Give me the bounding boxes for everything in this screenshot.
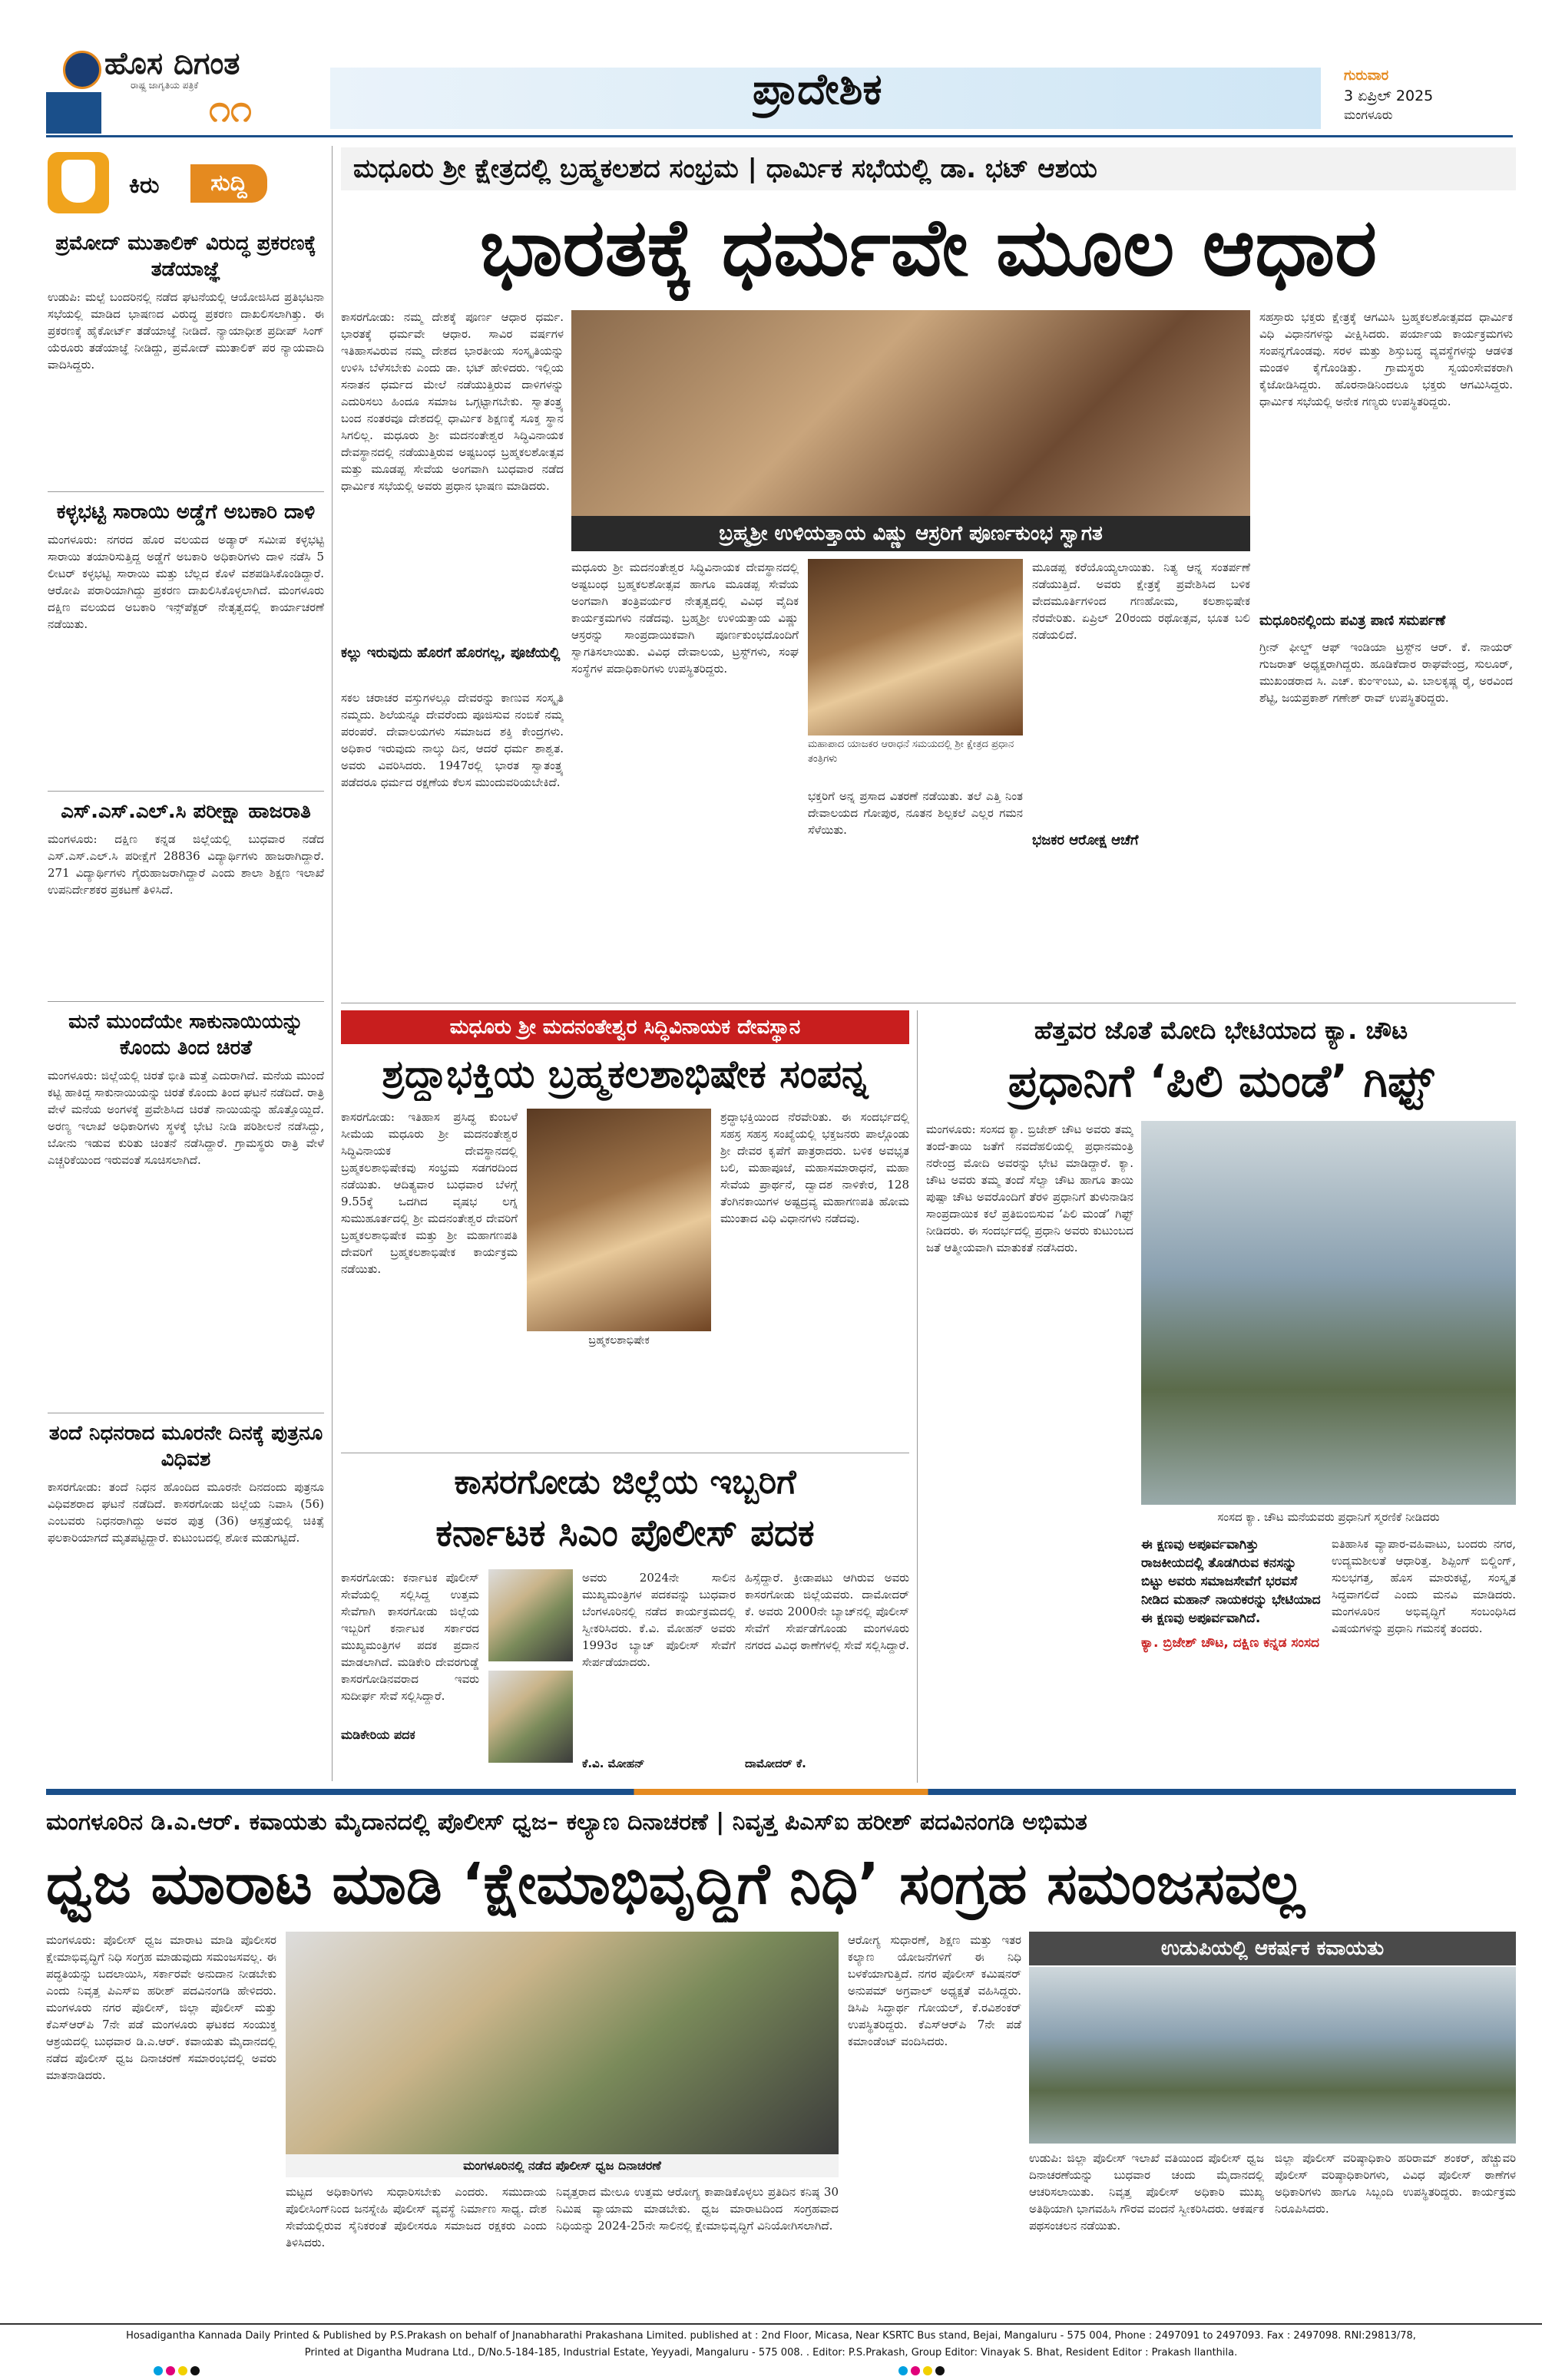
logo-text: ಹೊಸ ದಿಗಂತ [104,46,240,81]
lead-headline: ಭಾರತಕ್ಕೆ ಧರ್ಮವೇ ಮೂಲ ಆಧಾರ [479,200,1378,294]
lead-subhead-3: ಭಜಕರ ಆರೋಕ್ಷ ಆಚೆಗೆ [1032,832,1139,848]
police-portrait-2 [488,1671,573,1763]
police-portrait-1 [488,1569,573,1661]
modi-quote-box [1141,1535,1322,1781]
kiru-item-5 [48,1420,324,1781]
bottom-photo-caption: ಮಂಗಳೂರಿನಲ್ಲಿ ನಡೆದ ಪೊಲೀಸ್ ಧ್ವಜ ದಿನಾಚರಣೆ [286,2154,839,2177]
kiru-item-4 [48,1009,324,1408]
left-column-rule [332,146,333,1781]
masthead-day: ಗುರುವಾರ [1344,68,1389,84]
kiru-item-1 [48,230,324,484]
bottom-color-bar [46,1789,1516,1795]
police-headline-1: ಕಾಸರಗೋಡು ಜಿಲ್ಲೆಯ ಇಬ್ಬರಿಗೆ [454,1463,796,1502]
kiru-suddi-badge [48,150,324,217]
logo-shield-icon [63,51,101,89]
udupi-col2: ಜಿಲ್ಲಾ ಪೊಲೀಸ್ ವರಿಷ್ಠಾಧಿಕಾರಿ ಹರಿರಾಮ್ ಶಂಕರ್, ಹೆಚ್ಚುವರಿ ಪೊಲೀಸ್ ವರಿಷ್ಠಾಧಿಕಾರಿಗಳು, ವಿವಿಧ ಪೊಲೀಸ್ ಠಾಣೆಗಳ ಅಧಿಕಾರಿಗಳು ಹಾಗೂ ಸಿಬ್ಬಂದಿ ಉಪಸ್ಥಿತರಿದ್ದರು. ಕಾರ್ಯಕ್ರಮ ನಿರೂಪಿಸಿದರು. [1275,2151,1516,2216]
modi-quote: ಈ ಕ್ಷಣವು ಅಪೂರ್ವವಾಗಿತ್ತು ರಾಜಕೀಯದಲ್ಲಿ ತೊಡಗಿರುವ ಕನಸನ್ನು ಬಿಟ್ಟು ಅವರು ಸಮಾಜಸೇವೆಗೆ ಭರವಸೆ ನೀಡಿದ ಮಹಾನ್ ನಾಯಕರನ್ನು ಭೇಟಿಯಾದ ಈ ಕ್ಷಣವು ಅಪೂರ್ವವಾಗಿದೆ. [1141,1537,1321,1626]
bottom-col2: ಮಟ್ಟದ ಅಧಿಕಾರಿಗಳು ಸುಧಾರಿಸಬೇಕು ಎಂದರು. ಸಮುದಾಯ ಪೊಲೀಸಿಂಗ್‌ನಿಂದ ಜನಸ್ನೇಹಿ ಪೊಲೀಸ್ ವ್ಯವಸ್ಥೆ ನಿರ್ಮಾಣ ಸಾಧ್ಯ. ದೇಶ ಸೇವೆಯಲ್ಲಿರುವ ಸೈನಿಕರಂತೆ ಪೊಲೀಸರೂ ಸಮಾಜದ ರಕ್ಷಕರು ಎಂದು ತಿಳಿಸಿದರು. [286,2185,547,2249]
lead-col1b: ಸಕಲ ಚರಾಚರ ವಸ್ತುಗಳಲ್ಲೂ ದೇವರನ್ನು ಕಾಣುವ ಸಂಸ್ಕೃತಿ ನಮ್ಮದು. ಶಿಲೆಯನ್ನೂ ದೇವರೆಂದು ಪೂಜಿಸುವ ನಂಬಿಕೆ ನಮ್ಮ ಪರಂಪರೆ. ದೇವಾಲಯಗಳು ಸಮಾಜದ ಶಕ್ತಿ ಕೇಂದ್ರಗಳು. ಅಧಿಕಾರ ಇರುವುದು ನಾಲ್ಕು ದಿನ, ಆದರೆ ಧರ್ಮ ಶಾಶ್ವತ. ಅವರು ವಿವರಿಸಿದರು. 1947ರಲ್ಲಿ ಭಾರತ ಸ್ವಾತಂತ್ರ್ಯ ಪಡೆದರೂ ಧರ್ಮದ ರಕ್ಷಣೆಯ ಕೆಲಸ ಮುಂದುವರಿಯಬೇಕಿದೆ. [341,691,564,789]
bottom-kicker: ಮಂಗಳೂರಿನ ಡಿ.ಎ.ಆರ್. ಕವಾಯತು ಮೈದಾನದಲ್ಲಿ ಪೊಲೀಸ್ ಧ್ವಜ– ಕಲ್ಯಾಣ ದಿನಾಚರಣೆ | ನಿವೃತ್ತ ಪಿಎಸ್ಐ ಹರೀಶ್ ಪದವಿನಂಗಡಿ ಅಭಿಮತ [46,1809,1087,1836]
police-col3: ಹಿಸ್ಸೆದ್ದಾರೆ. ಕ್ರೀಡಾಪಟು ಆಗಿರುವ ಅವರು ಕಾಸರಗೋಡು ಜಿಲ್ಲೆಯವರು. ದಾಮೋದರ್ ಕೆ. ಅವರು 2000ನೇ ಬ್ಯಾಚ್‌ನಲ್ಲಿ ಪೊಲೀಸ್ ಸೇವೆಗೆ ಸೇರ್ಪಡೆಗೊಂಡು ಮಂಗಳೂರು ನಗರದ ವಿವಿಧ ಠಾಣೆಗಳಲ್ಲಿ ಸೇವೆ ಸಲ್ಲಿಸಿದ್ದಾರೆ. [745,1571,909,1652]
mid-vertical-rule [917,1010,918,1783]
police-col1: ಕಾಸರಗೋಡು: ಕರ್ನಾಟಕ ಪೊಲೀಸ್ ಸೇವೆಯಲ್ಲಿ ಸಲ್ಲಿಸಿದ್ದ ಉತ್ತಮ ಸೇವೆಗಾಗಿ ಕಾಸರಗೋಡು ಜಿಲ್ಲೆಯ ಇಬ್ಬರಿಗೆ ಕರ್ನಾಟಕ ಸರ್ಕಾರದ ಮುಖ್ಯಮಂತ್ರಿಗಳ ಪದಕ ಪ್ರದಾನ ಮಾಡಲಾಗಿದೆ. ಮಡಿಕೇರಿ ದೇವರಗುಡ್ಡೆ ಕಾಸರಗೋಡಿನವರಾದ ಇವರು ಸುದೀರ್ಘ ಸೇವೆ ಸಲ್ಲಿಸಿದ್ದಾರೆ. [341,1571,479,1703]
kiru-label: ಕಿರು [129,172,160,199]
brahma-col2: ಶ್ರದ್ಧಾಭಕ್ತಿಯಿಂದ ನೆರವೇರಿತು. ಈ ಸಂದರ್ಭದಲ್ಲಿ ಸಹಸ್ರ ಸಹಸ್ರ ಸಂಖ್ಯೆಯಲ್ಲಿ ಭಕ್ತಜನರು ಪಾಲ್ಗೊಂಡು ಶ್ರೀ ದೇವರ ಕೃಪೆಗೆ ಪಾತ್ರರಾದರು. ಬಳಿಕ ಅವಭೃತ ಬಲಿ, ಮಹಾಪೂಜೆ, ಮಹಾಸಮಾರಾಧನೆ, ಮಹಾ ಸೇವೆಯ ಪ್ರಾರ್ಥನೆ, ದ್ವಾದಶ ನಾಳಿಕೇರ, 128 ತೆಂಗಿನಕಾಯಿಗಳ ಅಷ್ಟದ್ರವ್ಯ ಮಹಾಗಣಪತಿ ಹೋಮ ಮುಂತಾದ ವಿಧಿ ವಿಧಾನಗಳು ನಡೆದವು. [720,1110,909,1225]
lead-photo-caption: ಬ್ರಹ್ಮಶ್ರೀ ಉಳಿಯತ್ತಾಯ ವಿಷ್ಣು ಆಸ್ರರಿಗೆ ಪೂರ್ಣಕುಂಭ ಸ್ವಾಗತ [571,516,1250,551]
modi-photo [1141,1121,1516,1505]
masthead-logo [46,45,323,92]
kiru-item-2 [48,499,324,783]
police-name-1: ಕೆ.ವಿ. ಮೋಹನ್ [582,1757,645,1770]
lead-kicker: ಮಧೂರು ಶ್ರೀ ಕ್ಷೇತ್ರದಲ್ಲಿ ಬ್ರಹ್ಮಕಲಶದ ಸಂಭ್ರಮ | ಧಾರ್ಮಿಕ ಸಭೆಯಲ್ಲಿ ಡಾ. ಭಟ್ ಆಶಯ [341,147,1516,190]
masthead-city: ಮಂಗಳೂರು [1344,107,1393,122]
kiru-item-3 [48,798,324,998]
police-name-2: ದಾಮೋದರ್ ಕೆ. [745,1757,806,1770]
udupi-label: ಉಡುಪಿಯಲ್ಲಿ ಆಕರ್ಷಕ ಕವಾಯತು [1029,1932,1516,1965]
bottom-col1: ಮಂಗಳೂರು: ಪೊಲೀಸ್ ಧ್ವಜ ಮಾರಾಟ ಮಾಡಿ ಪೊಲೀಸರ ಕ್ಷೇಮಾಭಿವೃದ್ಧಿಗೆ ನಿಧಿ ಸಂಗ್ರಹ ಮಾಡುವುದು ಸಮಂಜಸವಲ್ಲ. ಈ ಪದ್ಧತಿಯನ್ನು ಬದಲಾಯಿಸಿ, ಸರ್ಕಾರವೇ ಅನುದಾನ ನೀಡಬೇಕು ಎಂದು ನಿವೃತ್ತ ಪಿಎಸ್ಐ ಹರೀಶ್ ಪದವಿನಂಗಡಿ ಹೇಳಿದರು. ಮಂಗಳೂರು ನಗರ ಪೊಲೀಸ್, ಜಿಲ್ಲಾ ಪೊಲೀಸ್ ಮತ್ತು ಕೆಎಸ್‌ಆರ್‌ಪಿ 7ನೇ ಪಡೆ ಮಂಗಳೂರು ಘಟಕದ ಸಂಯುಕ್ತ ಆಶ್ರಯದಲ್ಲಿ ಬುಧವಾರ ಡಿ.ಎ.ಆರ್. ಕವಾಯತು ಮೈದಾನದಲ್ಲಿ ನಡೆದ ಪೊಲೀಸ್ ಧ್ವಜ ದಿನಾಚರಣೆ ಸಮಾರಂಭದಲ್ಲಿ ಅವರು ಮಾತನಾಡಿದರು. [46,1933,276,2082]
lead-col1: ಕಾಸರಗೋಡು: ನಮ್ಮ ದೇಶಕ್ಕೆ ಪೂರ್ಣ ಆಧಾರ ಧರ್ಮ. ಭಾರತಕ್ಕೆ ಧರ್ಮವೇ ಆಧಾರ. ಸಾವಿರ ವರ್ಷಗಳ ಇತಿಹಾಸವಿರುವ ನಮ್ಮ ದೇಶದ ಭಾರತೀಯ ಸಂಸ್ಕೃತಿಯನ್ನು ಉಳಿಸಿ ಬೆಳೆಸಬೇಕು ಎಂದು ಡಾ. ಭಟ್ ಹೇಳಿದರು. ಇಲ್ಲಿಯ ಸನಾತನ ಧರ್ಮದ ಮೇಲೆ ನಡೆಯುತ್ತಿರುವ ದಾಳಿಗಳನ್ನು ಎದುರಿಸಲು ಹಿಂದೂ ಸಮಾಜ ಒಗ್ಗಟ್ಟಾಗಬೇಕು. ಸ್ವಾತಂತ್ರ್ಯ ಬಂದ ನಂತರವೂ ದೇಶದಲ್ಲಿ ಧಾರ್ಮಿಕ ಶಿಕ್ಷಣಕ್ಕೆ ಸೂಕ್ತ ಸ್ಥಾನ ಸಿಗಲಿಲ್ಲ. ಮಧೂರು ಶ್ರೀ ಮದನಂತೇಶ್ವರ ಸಿದ್ಧಿವಿನಾಯಕ ದೇವಸ್ಥಾನದಲ್ಲಿ ನಡೆಯುತ್ತಿರುವ ಅಷ್ಟಬಂಧ ಬ್ರಹ್ಮಕಲಶೋತ್ಸವ ಮತ್ತು ಮೂಡಪ್ಪ ಸೇವೆಯ ಅಂಗವಾಗಿ ಬುಧವಾರ ನಡೆದ ಧಾರ್ಮಿಕ ಸಭೆಯಲ್ಲಿ ಅವರು ಪ್ರಧಾನ ಭಾಷಣ ಮಾಡಿದರು. [341,310,564,493]
kiru-item-5-headline: ತಂದೆ ನಿಧನರಾದ ಮೂರನೇ ದಿನಕ್ಕೆ ಪುತ್ರನೂ ವಿಧಿವಶ [48,1422,323,1471]
footer-rule [0,2323,1542,2325]
lead-inset-photo [808,559,1023,735]
lead-col3: ಸಹಸ್ರಾರು ಭಕ್ತರು ಕ್ಷೇತ್ರಕ್ಕೆ ಆಗಮಿಸಿ ಬ್ರಹ್ಮಕಲಶೋತ್ಸವದ ಧಾರ್ಮಿಕ ವಿಧಿ ವಿಧಾನಗಳನ್ನು ವೀಕ್ಷಿಸಿದರು. ಪರ್ಯಾಯ ಕಾರ್ಯಕ್ರಮಗಳು ಸಂಪನ್ನಗೊಂಡವು. ಸರಳ ಮತ್ತು ಶಿಸ್ತುಬದ್ಧ ವ್ಯವಸ್ಥೆಗಳನ್ನು ಆಡಳಿತ ಮಂಡಳಿ ಕೈಗೊಂಡಿತ್ತು. ಗ್ರಾಮಸ್ಥರು ಸ್ವಯಂಸೇವಕರಾಗಿ ಕೈಜೋಡಿಸಿದ್ದರು. ಹೊರನಾಡಿನಿಂದಲೂ ಭಕ್ತರು ಆಗಮಿಸಿದ್ದರು. ಧಾರ್ಮಿಕ ಸಭೆಯಲ್ಲಿ ಅನೇಕ ಗಣ್ಯರು ಉಪಸ್ಥಿತರಿದ್ದರು. [1259,310,1513,408]
modi-col2: ಐತಿಹಾಸಿಕ ವ್ಯಾಪಾರ-ವಹಿವಾಟು, ಬಂದರು ನಗರ, ಉದ್ಯಮಶೀಲತೆ ಆಧಾರಿತ್ತ. ಶಿಪ್ಪಿಂಗ್ ಬಿಲ್ಡಿಂಗ್, ಸುಲಭಗತ್ತ, ಹೊಸ ಮಾರುಕಟ್ಟೆ, ಸಂಸ್ಕೃತ ಸಿದ್ಧವಾಗಲಿದೆ ಎಂದು ಮನವಿ ಮಾಡಿದರು. ಮಂಗಳೂರಿನ ಅಭಿವೃದ್ಧಿಗೆ ಸಂಬಂಧಿಸಿದ ವಿಷಯಗಳನ್ನು ಪ್ರಧಾನಿ ಗಮನಕ್ಕೆ ತಂದರು. [1332,1537,1516,1635]
modi-quote-by: ಕ್ಯಾ. ಬ್ರಿಜೇಶ್ ಚೌಟ, ದಕ್ಷಿಣ ಕನ್ನಡ ಸಂಸದ [1141,1635,1319,1651]
kiru-divider-2 [48,791,324,792]
brahma-photo-caption: ಬ್ರಹ್ಮಕಲಶಾಭಿಷೇಕ [588,1334,650,1347]
kiru-item-5-body: ಕಾಸರಗೋಡು: ತಂದೆ ನಿಧನ ಹೊಂದಿದ ಮೂರನೇ ದಿನದಂದು ಪುತ್ರನೂ ವಿಧಿವಶರಾದ ಘಟನೆ ನಡೆದಿದೆ. ಕಾಸರಗೋಡು ಜಿಲ್ಲೆಯ ನಿವಾಸಿ (56) ಎಂಬವರು ನಿಧನರಾಗಿದ್ದು ಅವರ ಪುತ್ರ (36) ಆಸ್ಪತ್ರೆಯಲ್ಲಿ ಚಿಕಿತ್ಸೆ ಫಲಕಾರಿಯಾಗದೆ ಮೃತಪಟ್ಟಿದ್ದಾರೆ. ಕುಟುಂಬದಲ್ಲಿ ಶೋಕ ಮಡುಗಟ್ಟಿದೆ. [48,1480,324,1545]
kiru-item-2-body: ಮಂಗಳೂರು: ನಗರದ ಹೊರ ವಲಯದ ಅಡ್ಯಾರ್ ಸಮೀಪ ಕಳ್ಳಭಟ್ಟಿ ಸಾರಾಯಿ ತಯಾರಿಸುತ್ತಿದ್ದ ಅಡ್ಡೆಗೆ ಅಬಕಾರಿ ಅಧಿಕಾರಿಗಳು ದಾಳಿ ನಡೆಸಿ 5 ಲೀಟರ್ ಕಳ್ಳಭಟ್ಟಿ ಸಾರಾಯಿ ಮತ್ತು ಬೆಲ್ಲದ ಕೊಳೆ ವಶಪಡಿಸಿಕೊಂಡಿದ್ದಾರೆ. ಆರೋಪಿ ಪರಾರಿಯಾಗಿದ್ದು ಪ್ರಕರಣ ದಾಖಲಿಸಿಕೊಳ್ಳಲಾಗಿದೆ. ಮಂಗಳೂರು ದಕ್ಷಿಣ ವಲಯದ ಅಬಕಾರಿ ಇನ್ಸ್‌ಪೆಕ್ಟರ್ ನೇತೃತ್ವದಲ್ಲಿ ಕಾರ್ಯಾಚರಣೆ ನಡೆಯಿತು. [48,533,324,631]
kiru-item-3-headline: ಎಸ್.ಎಸ್.ಎಲ್.ಸಿ ಪರೀಕ್ಷಾ ಹಾಜರಾತಿ [61,800,311,823]
kiru-divider-1 [48,491,324,492]
modi-headline: ಪ್ರಧಾನಿಗೆ ‘ಪಿಲಿ ಮಂಡೆ’ ಗಿಫ್ಟ್ [1008,1055,1434,1107]
modi-kicker: ಹೆತ್ತವರ ಜೊತೆ ಮೋದಿ ಭೇಟಿಯಾದ ಕ್ಯಾ. ಚೌಟ [1034,1016,1408,1045]
police-col2: ಅವರು 2024ನೇ ಸಾಲಿನ ಮುಖ್ಯಮಂತ್ರಿಗಳ ಪದಕವನ್ನು ಬುಧವಾರ ಬೆಂಗಳೂರಿನಲ್ಲಿ ನಡೆದ ಕಾರ್ಯಕ್ರಮದಲ್ಲಿ ಸ್ವೀಕರಿಸಿದರು. ಕೆ.ವಿ. ಮೋಹನ್ ಅವರು 1993ರ ಬ್ಯಾಚ್ ಪೊಲೀಸ್ ಸೇವೆಗೆ ಸೇರ್ಪಡೆಯಾದರು. [582,1571,736,1669]
footer-line-1: Hosadigantha Kannada Daily Printed & Published by P.S.Prakash on behalf of Jnanabharathi Prakashana Limited. published at : 2nd Floor, Micasa, Near KSRTC Bus stand, Bejai, Mangaluru - 575 004, Phone : 2497091 to 2497093. Fax : 2497098. RNI:29813/78, [126,2330,1416,2342]
kiru-item-1-body: ಉಡುಪಿ: ಮಲ್ಪೆ ಬಂದರಿನಲ್ಲಿ ನಡೆದ ಘಟನೆಯಲ್ಲಿ ಆಯೋಜಿಸಿದ ಪ್ರತಿಭಟನಾ ಸಭೆಯಲ್ಲಿ ಮಾಡಿದ ಭಾಷಣದ ವಿರುದ್ಧ ಪ್ರಕರಣ ದಾಖಲಿಸಲಾಗಿತ್ತು. ಈ ಪ್ರಕರಣಕ್ಕೆ ಹೈಕೋರ್ಟ್ ತಡೆಯಾಜ್ಞೆ ನೀಡಿದೆ. ನ್ಯಾಯಾಧೀಶ ಪ್ರದೀಪ್ ಸಿಂಗ್ ಯೆರೂರು ತಡೆಯಾಜ್ಞೆ ನೀಡಿದ್ದು, ಪ್ರಮೋದ್ ಮುತಾಲಿಕ್ ಪರ ನ್ಯಾಯವಾದಿ ವಾದಿಸಿದ್ದರು. [48,290,324,372]
hand-glyph [61,160,95,203]
lead-subhead-2: ಮಧೂರಿನಲ್ಲಿಂದು ಪವಿತ್ರ ಪಾಣಿ ಸಮರ್ಪಣೆ [1259,613,1446,629]
kiru-item-2-headline: ಕಳ್ಳಭಟ್ಟಿ ಸಾರಾಯಿ ಅಡ್ಡೆಗೆ ಅಬಕಾರಿ ದಾಳಿ [56,501,316,524]
kiru-item-4-headline: ಮನೆ ಮುಂದೆಯೇ ಸಾಕುನಾಯಿಯನ್ನು ಕೊಂದು ತಿಂದ ಚಿರತೆ [68,1010,303,1059]
bottom-photo [286,1932,839,2154]
kiru-item-4-body: ಮಂಗಳೂರು: ಜಿಲ್ಲೆಯಲ್ಲಿ ಚಿರತೆ ಭೀತಿ ಮತ್ತೆ ಎದುರಾಗಿದೆ. ಮನೆಯ ಮುಂದೆ ಕಟ್ಟಿ ಹಾಕಿದ್ದ ಸಾಕುನಾಯಿಯನ್ನು ಚಿರತೆ ಕೊಂದು ತಿಂದ ಘಟನೆ ನಡೆದಿದೆ. ರಾತ್ರಿ ವೇಳೆ ಮನೆಯ ಅಂಗಳಕ್ಕೆ ಪ್ರವೇಶಿಸಿದ ಚಿರತೆ ನಾಯಿಯನ್ನು ಹೊತ್ತೊಯ್ದಿದೆ. ಅರಣ್ಯ ಇಲಾಖೆ ಅಧಿಕಾರಿಗಳು ಸ್ಥಳಕ್ಕೆ ಭೇಟಿ ನೀಡಿ ಪರಿಶೀಲನೆ ನಡೆಸಿದ್ದು, ಬೋನು ಇಡುವ ಕುರಿತು ಚಿಂತನೆ ನಡೆಸಿದ್ದಾರೆ. ಗ್ರಾಮಸ್ಥರು ರಾತ್ರಿ ವೇಳೆ ಎಚ್ಚರಿಕೆಯಿಂದ ಇರುವಂತೆ ಸೂಚಿಸಲಾಗಿದೆ. [48,1069,324,1167]
brahma-kicker: ಮಧೂರು ಶ್ರೀ ಮದನಂತೇಶ್ವರ ಸಿದ್ಧಿವಿನಾಯಕ ದೇವಸ್ಥಾನ [341,1010,909,1044]
udupi-col1: ಉಡುಪಿ: ಜಿಲ್ಲಾ ಪೊಲೀಸ್ ಇಲಾಖೆ ವತಿಯಿಂದ ಪೊಲೀಸ್ ಧ್ವಜ ದಿನಾಚರಣೆಯನ್ನು ಬುಧವಾರ ಚಂದು ಮೈದಾನದಲ್ಲಿ ಆಚರಿಸಲಾಯಿತು. ನಿವೃತ್ತ ಪೊಲೀಸ್ ಅಧಿಕಾರಿ ಮುಖ್ಯ ಅತಿಥಿಯಾಗಿ ಭಾಗವಹಿಸಿ ಗೌರವ ವಂದನೆ ಸ್ವೀಕರಿಸಿದರು. ಆಕರ್ಷಕ ಪಥಸಂಚಲನ ನಡೆಯಿತು. [1029,2151,1264,2233]
lead-subhead-1: ಕಲ್ಲು ಇರುವುದು ಹೊರಗೆ ಹೊರಗಲ್ಲ, ಪೂಜೆಯಲ್ಲಿ [341,645,561,661]
lead-col-mid-a: ಮೂಡಪ್ಪ ಕರೆಯೊಯ್ಯಲಾಯಿತು. ನಿತ್ಯ ಆನ್ನ ಸಂತರ್ಪಣೆ ನಡೆಯುತ್ತಿದೆ. ಅವರು ಕ್ಷೇತ್ರಕ್ಕೆ ಪ್ರವೇಶಿಸಿದ ಬಳಿಕ ವೇದಮೂರ್ತಿಗಳಿಂದ ಗಣಹೋಮ, ಕಲಶಾಭಿಷೇಕ ನೆರವೇರಿತು. ಏಪ್ರಿಲ್ 20ರಂದು ರಥೋತ್ಸವ, ಭೂತ ಬಲಿ ನಡೆಯಲಿದೆ. [1032,560,1250,642]
modi-photo-caption: ಸಂಸದ ಕ್ಯಾ. ಚೌಟ ಮನೆಯವರು ಪ್ರಧಾನಿಗೆ ಸ್ಮರಣಿಕೆ ನೀಡಿದರು [1217,1510,1440,1524]
bottom-headline: ಧ್ವಜ ಮಾರಾಟ ಮಾಡಿ ‘ಕ್ಷೇಮಾಭಿವೃದ್ಧಿಗೆ ನಿಧಿ’ ಸಂಗ್ರಹ ಸಮಂಜಸವಲ್ಲ [46,1851,1305,1917]
kiru-item-3-body: ಮಂಗಳೂರು: ದಕ್ಷಿಣ ಕನ್ನಡ ಜಿಲ್ಲೆಯಲ್ಲಿ ಬುಧವಾರ ನಡೆದ ಎಸ್.ಎಸ್.ಎಲ್.ಸಿ ಪರೀಕ್ಷೆಗೆ 28836 ವಿದ್ಯಾರ್ಥಿಗಳು ಹಾಜರಾಗಿದ್ದಾರೆ. 271 ವಿದ್ಯಾರ್ಥಿಗಳು ಗೈರುಹಾಜರಾಗಿದ್ದಾರೆ ಎಂದು ಶಾಲಾ ಶಿಕ್ಷಣ ಇಲಾಖೆ ಉಪನಿರ್ದೇಶಕರ ಪ್ರಕಟಣೆ ತಿಳಿಸಿದೆ. [48,832,324,897]
police-headline-2: ಕರ್ನಾಟಕ ಸಿಎಂ ಪೊಲೀಸ್ ಪದಕ [435,1512,815,1555]
kiru-item-1-headline: ಪ್ರಮೋದ್ ಮುತಾಲಿಕ್ ವಿರುದ್ಧ ಪ್ರಕರಣಕ್ಕೆ ತಡೆಯಾಜ್ಞೆ [55,232,316,281]
logo-tagline: ರಾಷ್ಟ್ರ ಜಾಗೃತಿಯ ಪತ್ರಿಕೆ [131,80,199,91]
suddi-label: ಸುದ್ದಿ [190,164,267,203]
kiru-divider-3 [48,1001,324,1002]
page-number: ೧೧ [209,86,252,131]
lead-col2: ಮಧೂರು ಶ್ರೀ ಮದನಂತೇಶ್ವರ ಸಿದ್ಧಿವಿನಾಯಕ ದೇವಸ್ಥಾನದಲ್ಲಿ ಅಷ್ಟಬಂಧ ಬ್ರಹ್ಮಕಲಶೋತ್ಸವ ಹಾಗೂ ಮೂಡಪ್ಪ ಸೇವೆಯ ಅಂಗವಾಗಿ ತಂತ್ರಿವರ್ಯರ ನೇತೃತ್ವದಲ್ಲಿ ವಿವಿಧ ವೈದಿಕ ಕಾರ್ಯಕ್ರಮಗಳು ನಡೆದವು. ಬ್ರಹ್ಮಶ್ರೀ ಉಳಿಯತ್ತಾಯ ವಿಷ್ಣು ಆಸ್ರರನ್ನು ಸಾಂಪ್ರದಾಯಿಕವಾಗಿ ಪೂರ್ಣಕುಂಭದೊಂದಿಗೆ ಸ್ವಾಗತಿಸಲಾಯಿತು. ವಿವಿಧ ದೇವಾಲಯ, ಟ್ರಸ್ಟ್‌ಗಳು, ಸಂಘ ಸಂಸ್ಥೆಗಳ ಪದಾಧಿಕಾರಿಗಳು ಉಪಸ್ಥಿತರಿದ್ದರು. [571,560,799,676]
brahma-photo [527,1109,711,1331]
bottom-col4: ಆರೋಗ್ಯ ಸುಧಾರಣೆ, ಶಿಕ್ಷಣ ಮತ್ತು ಇತರ ಕಲ್ಯಾಣ ಯೋಜನೆಗಳಿಗೆ ಈ ನಿಧಿ ಬಳಕೆಯಾಗುತ್ತಿದೆ. ನಗರ ಪೊಲೀಸ್ ಕಮಿಷನರ್ ಅನುಪಮ್ ಅಗ್ರವಾಲ್ ಅಧ್ಯಕ್ಷತೆ ವಹಿಸಿದ್ದರು. ಡಿಸಿಪಿ ಸಿದ್ಧಾರ್ಥ ಗೋಯಲ್, ಕೆ.ರವಿಶಂಕರ್ ಉಪಸ್ಥಿತರಿದ್ದರು. ಕೆಎಸ್‌ಆರ್‌ಪಿ 7ನೇ ಪಡೆ ಕಮಾಂಡೆಂಟ್ ವಂದಿಸಿದರು. [848,1933,1021,2048]
section-title: ಪ್ರಾದೇಶಿಕ [753,64,882,114]
udupi-photo [1029,1967,1516,2144]
police-subhead: ಮಡಿಕೇರಿಯ ಪದಕ [341,1727,415,1742]
brahma-headline: ಶ್ರದ್ಧಾಭಕ್ತಿಯ ಬ್ರಹ್ಮಕಲಶಾಭಿಷೇಕ ಸಂಪನ್ನ [382,1052,869,1096]
bottom-col3: ನಿವೃತ್ತರಾದ ಮೇಲೂ ಉತ್ತಮ ಆರೋಗ್ಯ ಕಾಪಾಡಿಕೊಳ್ಳಲು ಪ್ರತಿದಿನ ಕನಿಷ್ಠ 30 ನಿಮಿಷ ವ್ಯಾಯಾಮ ಮಾಡಬೇಕು. ಧ್ವಜ ಮಾರಾಟದಿಂದ ಸಂಗ್ರಹವಾದ ನಿಧಿಯನ್ನು 2024-25ನೇ ಸಾಲಿನಲ್ಲಿ ಕ್ಷೇಮಾಭಿವೃದ್ಧಿಗೆ ವಿನಿಯೋಗಿಸಲಾಗಿದೆ. [556,2185,839,2233]
brahma-col1: ಕಾಸರಗೋಡು: ಇತಿಹಾಸ ಪ್ರಸಿದ್ಧ ಕುಂಬಳೆ ಸೀಮೆಯ ಮಧೂರು ಶ್ರೀ ಮದನಂತೇಶ್ವರ ಸಿದ್ಧಿವಿನಾಯಕ ದೇವಸ್ಥಾನದಲ್ಲಿ ಬ್ರಹ್ಮಕಲಶಾಭಿಷೇಕವು ಸಂಭ್ರಮ ಸಡಗರದಿಂದ ನಡೆಯಿತು. ಆದಿತ್ಯವಾರ ಬುಧವಾರ ಬೆಳಗ್ಗೆ 9.55ಕ್ಕೆ ಒದಗಿದ ವೃಷಭ ಲಗ್ನ ಸುಮುಹೂರ್ತದಲ್ಲಿ ಶ್ರೀ ಮದನಂತೇಶ್ವರ ದೇವರಿಗೆ ಬ್ರಹ್ಮಕಲಶಾಭಿಷೇಕ ಮತ್ತು ಶ್ರೀ ಮಹಾಗಣಪತಿ ದೇವರಿಗೆ ಬ್ರಹ್ಮಕಲಶಾಭಿಷೇಕ ಕಾರ್ಯಕ್ರಮ ನಡೆಯಿತು. [341,1110,518,1276]
masthead-date: 3 ಏಪ್ರಿಲ್ 2025 [1344,88,1434,104]
footer-line-2: Printed at Digantha Mudrana Ltd., D/No.5-184-185, Industrial Estate, Yeyyadi, Mangaluru - 575 008. . Editor: P.S.Prakash, Group Editor: Vinayak S. Bhat, Resident Editor : Prakash Ilanthila. [304,2347,1238,2359]
modi-col1: ಮಂಗಳೂರು: ಸಂಸದ ಕ್ಯಾ. ಬ್ರಿಜೇಶ್ ಚೌಟ ಅವರು ತಮ್ಮ ತಂದೆ-ತಾಯಿ ಜತೆಗೆ ನವದೆಹಲಿಯಲ್ಲಿ ಪ್ರಧಾನಮಂತ್ರಿ ನರೇಂದ್ರ ಮೋದಿ ಅವರನ್ನು ಭೇಟಿ ಮಾಡಿದ್ದಾರೆ. ಕ್ಯಾ. ಚೌಟ ಅವರು ತಮ್ಮ ತಂದೆ ಸೆಲ್ವಾ ಚೌಟ ಹಾಗೂ ತಾಯಿ ಪುಷ್ಪಾ ಚೌಟ ಅವರೊಂದಿಗೆ ತೆರಳಿ ಪ್ರಧಾನಿಗೆ ತುಳುನಾಡಿನ ಸಾಂಪ್ರದಾಯಿಕ ಕಲೆ ಪ್ರತಿಬಿಂಬಿಸುವ ‘ಪಿಲಿ ಮಂಡೆ’ ಗಿಫ್ಟ್ ನೀಡಿದರು. ಈ ಸಂದರ್ಭದಲ್ಲಿ ಪ್ರಧಾನಿ ಅವರು ಕುಟುಂಬದ ಜತೆ ಆತ್ಮೀಯವಾಗಿ ಮಾತುಕತೆ ನಡೆಸಿದರು. [926,1122,1133,1254]
lead-col3b: ಗ್ರೀನ್ ಫೀಲ್ಡ್ ಆಫ್ ಇಂಡಿಯಾ ಟ್ರಸ್ಟ್‌ನ ಆರ್. ಕೆ. ನಾಯರ್ ಗುಜರಾತ್ ಅಧ್ಯಕ್ಷರಾಗಿದ್ದರು. ಹೂಡಿಕೆದಾರ ರಾಘವೇಂದ್ರ, ಸುಲೂರ್, ಮುಖಂಡರಾದ ಸಿ. ಎಚ್. ಕುಂಞಂಬು, ವಿ. ಬಾಲಕೃಷ್ಣ ರೈ, ಅರವಿಂದ ಶೆಟ್ಟಿ, ಜಯಪ್ರಕಾಶ್ ಗಣೇಶ್ ರಾವ್ ಉಪಸ್ಥಿತರಿದ್ದರು. [1259,640,1513,705]
lead-main-photo [571,310,1250,516]
lead-inset-caption: ಮಹಾಪಾದ ಯಾಜಕರ ಆರಾಧನೆ ಸಮಯದಲ್ಲಿ ಶ್ರೀ ಕ್ಷೇತ್ರದ ಪ್ರಧಾನ ತಂತ್ರಿಗಳು [808,739,1014,765]
lead-col-mid-b: ಭಕ್ತರಿಗೆ ಅನ್ನ ಪ್ರಸಾದ ವಿತರಣೆ ನಡೆಯಿತು. ತಲೆ ಎತ್ತಿ ನಿಂತ ದೇವಾಲಯದ ಗೋಪುರ, ನೂತನ ಶಿಲ್ಪಕಲೆ ಎಲ್ಲರ ಗಮನ ಸೆಳೆಯಿತು. [808,789,1023,837]
masthead-rule [46,135,1513,137]
